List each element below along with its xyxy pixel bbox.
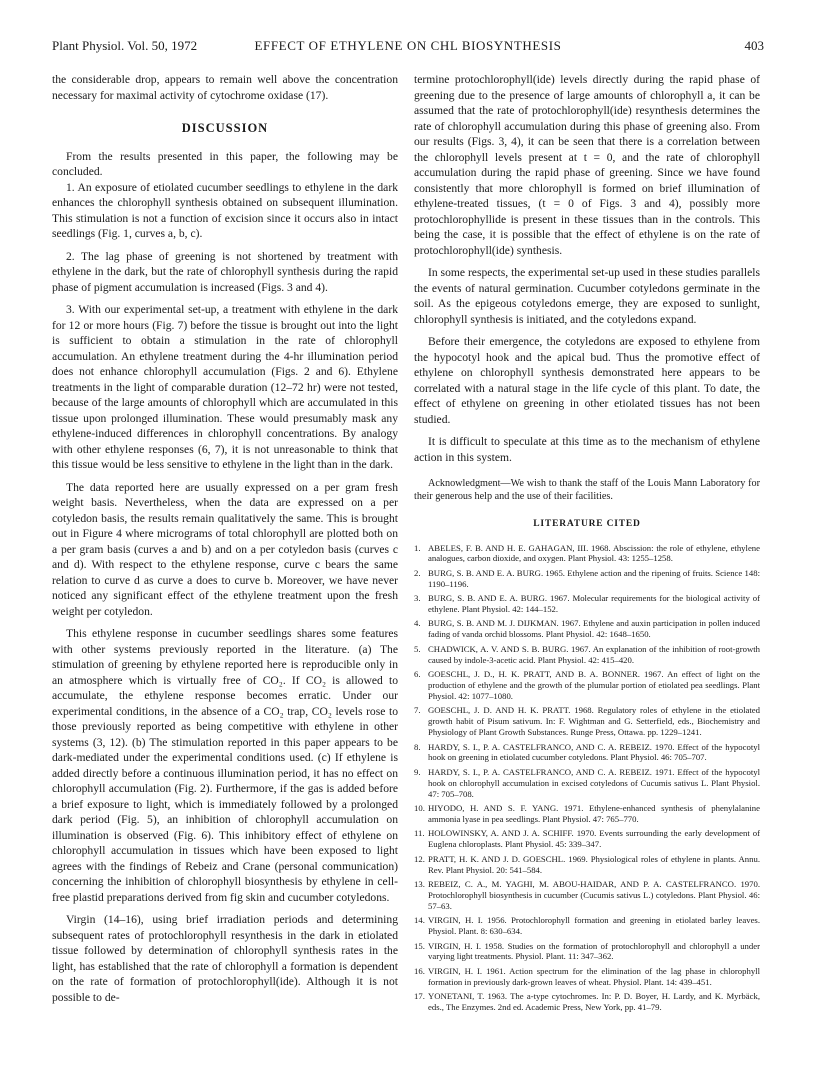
- reference-item: [414, 828, 760, 850]
- reference-text: GOESCHL, J. D. AND H. K. PRATT. 1968. Regulatory roles of ethylene in the etiolated growth habit of Pisum sativum. In: F. Wightman and G. Setterfield, eds., Biochemistry and Physiology of Plant Growth Substances. Runge Press, Ottawa. pp. 1229–1241.: [428, 705, 760, 738]
- reference-number: 14.: [414, 915, 425, 926]
- conclusion-2: 2. The lag phase of greening is not shortened by treatment with ethylene in the dark, but the rate of chlorophyll synthesis during the rapid phase of pigment accumulation is increased (Figs. 3 and 4).: [52, 249, 398, 294]
- discussion-paragraph: The data reported here are usually expressed on a per gram fresh weight basis. Nevertheless, when the data are expressed on a per cotyledon basis, the results remain qualitatively the same. This is brought out in Figure 4 where micrograms of total chlorophyll are plotted both on a per gram basis (curves a and b) and on a per cotyledon basis (curves c and d). With respect to the ethylene response, curve c bears the same relation to curve d as curve a does to curve b. Moreover, we have never noticed any significant effect of the ethylene treatment upon the fresh weight per cotyledon.: [52, 480, 398, 618]
- reference-text: HOLOWINSKY, A. AND J. A. SCHIFF. 1970. Events surrounding the early development of Euglena chloroplasts. Plant Physiol. 45: 339–347.: [428, 828, 760, 850]
- reference-text: HIYODO, H. AND S. F. YANG. 1971. Ethylene-enhanced synthesis of phenylalanine ammonia lyase in pea seedlings. Plant Physiol. 47: 765–770.: [428, 803, 760, 824]
- reference-item: [414, 915, 760, 937]
- reference-item: [414, 593, 760, 615]
- reference-item: [414, 966, 760, 988]
- reference-item: [414, 618, 760, 640]
- reference-number: 12.: [414, 853, 425, 864]
- conclusion-3: 3. With our experimental set-up, a treatment with ethylene in the dark for 12 or more hours (Fig. 7) before the tissue is brought out into the light is sufficient to obtain a stimulation in the rate of chlorophyll accumulation. An ethylene treatment during the 4-hr illumination period does not enhance chlorophyll accumulation (Figs. 2 and 6). Ethylene treatments in the light of comparable duration (12–72 hr) were not tested, because of the large amounts of chlorophyll which are accumulated in this tissue upon prolonged illumination. These would presumably mask any ethylene-induced differences in chlorophyll concentrations. By analogy with other ethylene responses (6, 7), it is not unreasonable to think that this tissue would be less sensitive to ethylene in the light than in the dark.: [52, 303, 398, 471]
- running-title: EFFECT OF ETHYLENE ON CHL BIOSYNTHESIS: [254, 38, 562, 53]
- reference-text: HARDY, S. I., P. A. CASTELFRANCO, AND C. A. REBEIZ. 1971. Effect of the hypocotyl hook on chlorophyll accumulation in excised cotyledons of Cucumis sativus L. Plant Physiol. 47: 705–708.: [428, 766, 760, 799]
- reference-number: 11.: [414, 828, 425, 839]
- literature-cited-heading: LITERATURE CITED: [533, 519, 641, 529]
- reference-item: [414, 705, 760, 738]
- reference-text: YONETANI, T. 1963. The a-type cytochromes. In: P. D. Boyer, H. Lardy, and K. Myrbäck, eds., The Enzymes. 2nd ed. Academic Press, New York, pp. 41–79.: [428, 991, 760, 1013]
- reference-text: REBEIZ, C. A., M. YAGHI, M. ABOU-HAIDAR, AND P. A. CASTELFRANCO. 1970. Protochlorophyll biosynthesis in cucumber (Cucumis sativus L.) cotyledons. Plant Physiol. 46: 57–63.: [428, 878, 760, 911]
- discussion-paragraph: Virgin (14–16), using brief irradiation periods and determining subsequent rates of protochlorophyll resynthesis in the dark in etiolated tissue followed by determination of chlorophyll synthesis rates in the light, has established that the rate of chlorophyll a formation is dependent on the rate of formation of protochlorophyll(ide). Although it is not possible to de-: [52, 913, 398, 1004]
- acknowledgment: Acknowledgment—We wish to thank the staff of the Louis Mann Laboratory for their generous help and the use of their facilities.: [414, 478, 760, 502]
- reference-number: 10.: [414, 803, 425, 814]
- reference-text: PRATT, H. K. AND J. D. GOESCHL. 1969. Physiological roles of ethylene in plants. Annu. Rev. Plant Physiol. 20: 541–584.: [428, 853, 760, 875]
- reference-item: [414, 879, 760, 912]
- reference-item: [414, 543, 760, 565]
- reference-number: 5.: [414, 643, 421, 654]
- conclusion-1: 1. An exposure of etiolated cucumber seedlings to ethylene in the dark enhances the chlorophyll synthesis obtained on subsequent illumination. This stimulation is not a function of excision since it occurs also in intact seedlings (Fig. 1, curves a, b, c).: [52, 180, 398, 240]
- reference-item: [414, 854, 760, 876]
- reference-number: 17.: [414, 991, 425, 1002]
- reference-number: 1.: [414, 542, 421, 553]
- reference-item: [414, 742, 760, 764]
- reference-text: ABELES, F. B. AND H. E. GAHAGAN, III. 1968. Abscission: the role of ethylene, ethylene analogues, carbon dioxide, and oxygen. Plant Physiol. 43: 1255–1258.: [428, 542, 760, 564]
- reference-number: 7.: [414, 705, 421, 716]
- reference-text: BURG, S. B. AND E. A. BURG. 1967. Molecular requirements for the biological activity of ethylene. Plant Physiol. 42: 144–152.: [428, 593, 760, 615]
- reference-text: VIRGIN, H. I. 1956. Protochlorophyll formation and greening in etiolated barley leaves. Physiol. Plant. 8: 630–634.: [428, 915, 760, 937]
- journal-citation: Plant Physiol. Vol. 50, 1972: [52, 38, 198, 53]
- reference-item: [414, 803, 760, 825]
- reference-item: [414, 568, 760, 590]
- reference-text: BURG, S. B. AND M. J. DIJKMAN. 1967. Ethylene and auxin participation in pollen induced fading of vanda orchid blossoms. Plant Physiol. 42: 1648–1650.: [428, 618, 760, 640]
- discussion-paragraph: From the results presented in this paper, the following may be concluded.: [52, 149, 398, 178]
- page-header: [52, 38, 764, 58]
- discussion-paragraph: In some respects, the experimental set-up used in these studies parallels the events of natural germination. Cucumber cotyledons germinate in the soil. As the epigeous cotyledons emerge, they are exposed to sunlight, chlorophyll synthesis is initiated, and the cotyledons expand.: [414, 266, 760, 326]
- reference-list: [414, 543, 760, 1013]
- right-column: [414, 72, 760, 1016]
- reference-item: [414, 991, 760, 1013]
- reference-number: 15.: [414, 940, 425, 951]
- left-column: [52, 72, 398, 1005]
- reference-number: 9.: [414, 766, 421, 777]
- page-number: 403: [744, 38, 764, 53]
- reference-text: VIRGIN, H. I. 1961. Action spectrum for the elimination of the lag phase in chlorophyll formation in previously dark-grown leaves of wheat. Physiol. Plant. 14: 439–451.: [428, 965, 760, 987]
- reference-number: 2.: [414, 567, 421, 578]
- reference-item: [414, 669, 760, 702]
- reference-text: GOESCHL, J. D., H. K. PRATT, AND B. A. BONNER. 1967. An effect of light on the production of ethylene and the growth of the plumular portion of etiolated pea seedlings. Plant Physiol. 42: 1077–1080.: [428, 669, 760, 701]
- discussion-paragraph: Before their emergence, the cotyledons are exposed to ethylene from the hypocotyl hook and the apical bud. Thus the promotive effect of ethylene on chlorophyll synthesis demonstrated here appears to be correlated with a natural stage in the life cycle of this plant. To date, the effect of ethylene on greening in other etiolated tissues has not been studied.: [414, 335, 760, 426]
- reference-item: [414, 941, 760, 963]
- reference-text: HARDY, S. I., P. A. CASTELFRANCO, AND C. A. REBEIZ. 1970. Effect of the hypocotyl hook on greening in etiolated cucumber cotyledons. Plant Physiol. 46: 705–707.: [428, 741, 760, 763]
- reference-number: 8.: [414, 741, 421, 752]
- reference-text: VIRGIN, H. I. 1958. Studies on the formation of protochlorophyll and chlorophyll a under varying light treatments. Physiol. Plant. 11: 347–362.: [428, 940, 760, 962]
- reference-number: 13.: [414, 878, 425, 889]
- discussion-paragraph: termine protochlorophyll(ide) levels directly during the rapid phase of greening due to the presence of large amounts of chlorophyll a, it can be assumed that the rate of protochlorophyll(ide) resynthesis determines the rate of chlorophyll accumulation during this phase of greening also. From our results (Figs. 3, 4), it can be seen that there is a correlation between the chlorophyll levels present at t = 0, and the rate of chlorophyll accumulation during the rapid phase of greening. Since we have found consistently that more chlorophyll is formed on brief illumination of ethylene-treated tissues, (t = 0 of Figs. 3 and 4), possibly more protochlorophyllide is present in these tissues than in the controls. This being the case, it is possible that the effect of ethylene is on the rate of protochlorophyll(ide) synthesis.: [414, 73, 760, 257]
- reference-text: BURG, S. B. AND E. A. BURG. 1965. Ethylene action and the ripening of fruits. Science 148: 1190–1196.: [428, 567, 760, 589]
- discussion-paragraph: This ethylene response in cucumber seedlings shares some features with other systems previously reported in the literature. (a) The stimulation of greening by ethylene reported here is reproducible only in an atmosphere which is virtually free of CO₂. If CO₂ is allowed to accumulate, the ethylene response becomes erratic. Under our experimental conditions, in the absence of a CO₂ trap, CO₂ levels rose to those previously reported as being competitive with ethylene in other systems (3, 12). (b) The stimulation reported in this paper appears to be dark-mediated under the experimental conditions used. (c) If ethylene is added directly before a continuous illumination period, it has no effect on chlorophyll accumulation (Fig. 2). Furthermore, if the gas is added before a brief exposure to light, which is immediately followed by a prolonged dark period (Fig. 5), an inhibition of chlorophyll accumulation on illumination is observed (Fig. 6). This inhibitory effect of ethylene on chlorophyll accumulation in tissues which have been exposed to light agrees with the findings of Rebeiz and Crane (personal communication) concerning the inhibition of chlorophyll biosynthesis by ethylene in cell-free plastid preparations derived from fig skin and cucumber cotyledons.: [52, 627, 398, 904]
- reference-item: [414, 644, 760, 666]
- discussion-paragraph: It is difficult to speculate at this time as to the mechanism of ethylene action in this system.: [414, 435, 760, 464]
- reference-text: CHADWICK, A. V. AND S. B. BURG. 1967. An explanation of the inhibition of root-growth caused by indole-3-acetic acid. Plant Physiol. 42: 415–420.: [428, 643, 760, 665]
- reference-item: [414, 767, 760, 800]
- reference-number: 4.: [414, 618, 421, 629]
- discussion-heading: DISCUSSION: [181, 121, 269, 135]
- reference-number: 6.: [414, 669, 421, 680]
- intro-paragraph: the considerable drop, appears to remain well above the concentration necessary for maximal activity of cytochrome oxidase (17).: [52, 73, 398, 102]
- reference-number: 16.: [414, 965, 425, 976]
- reference-number: 3.: [414, 593, 421, 604]
